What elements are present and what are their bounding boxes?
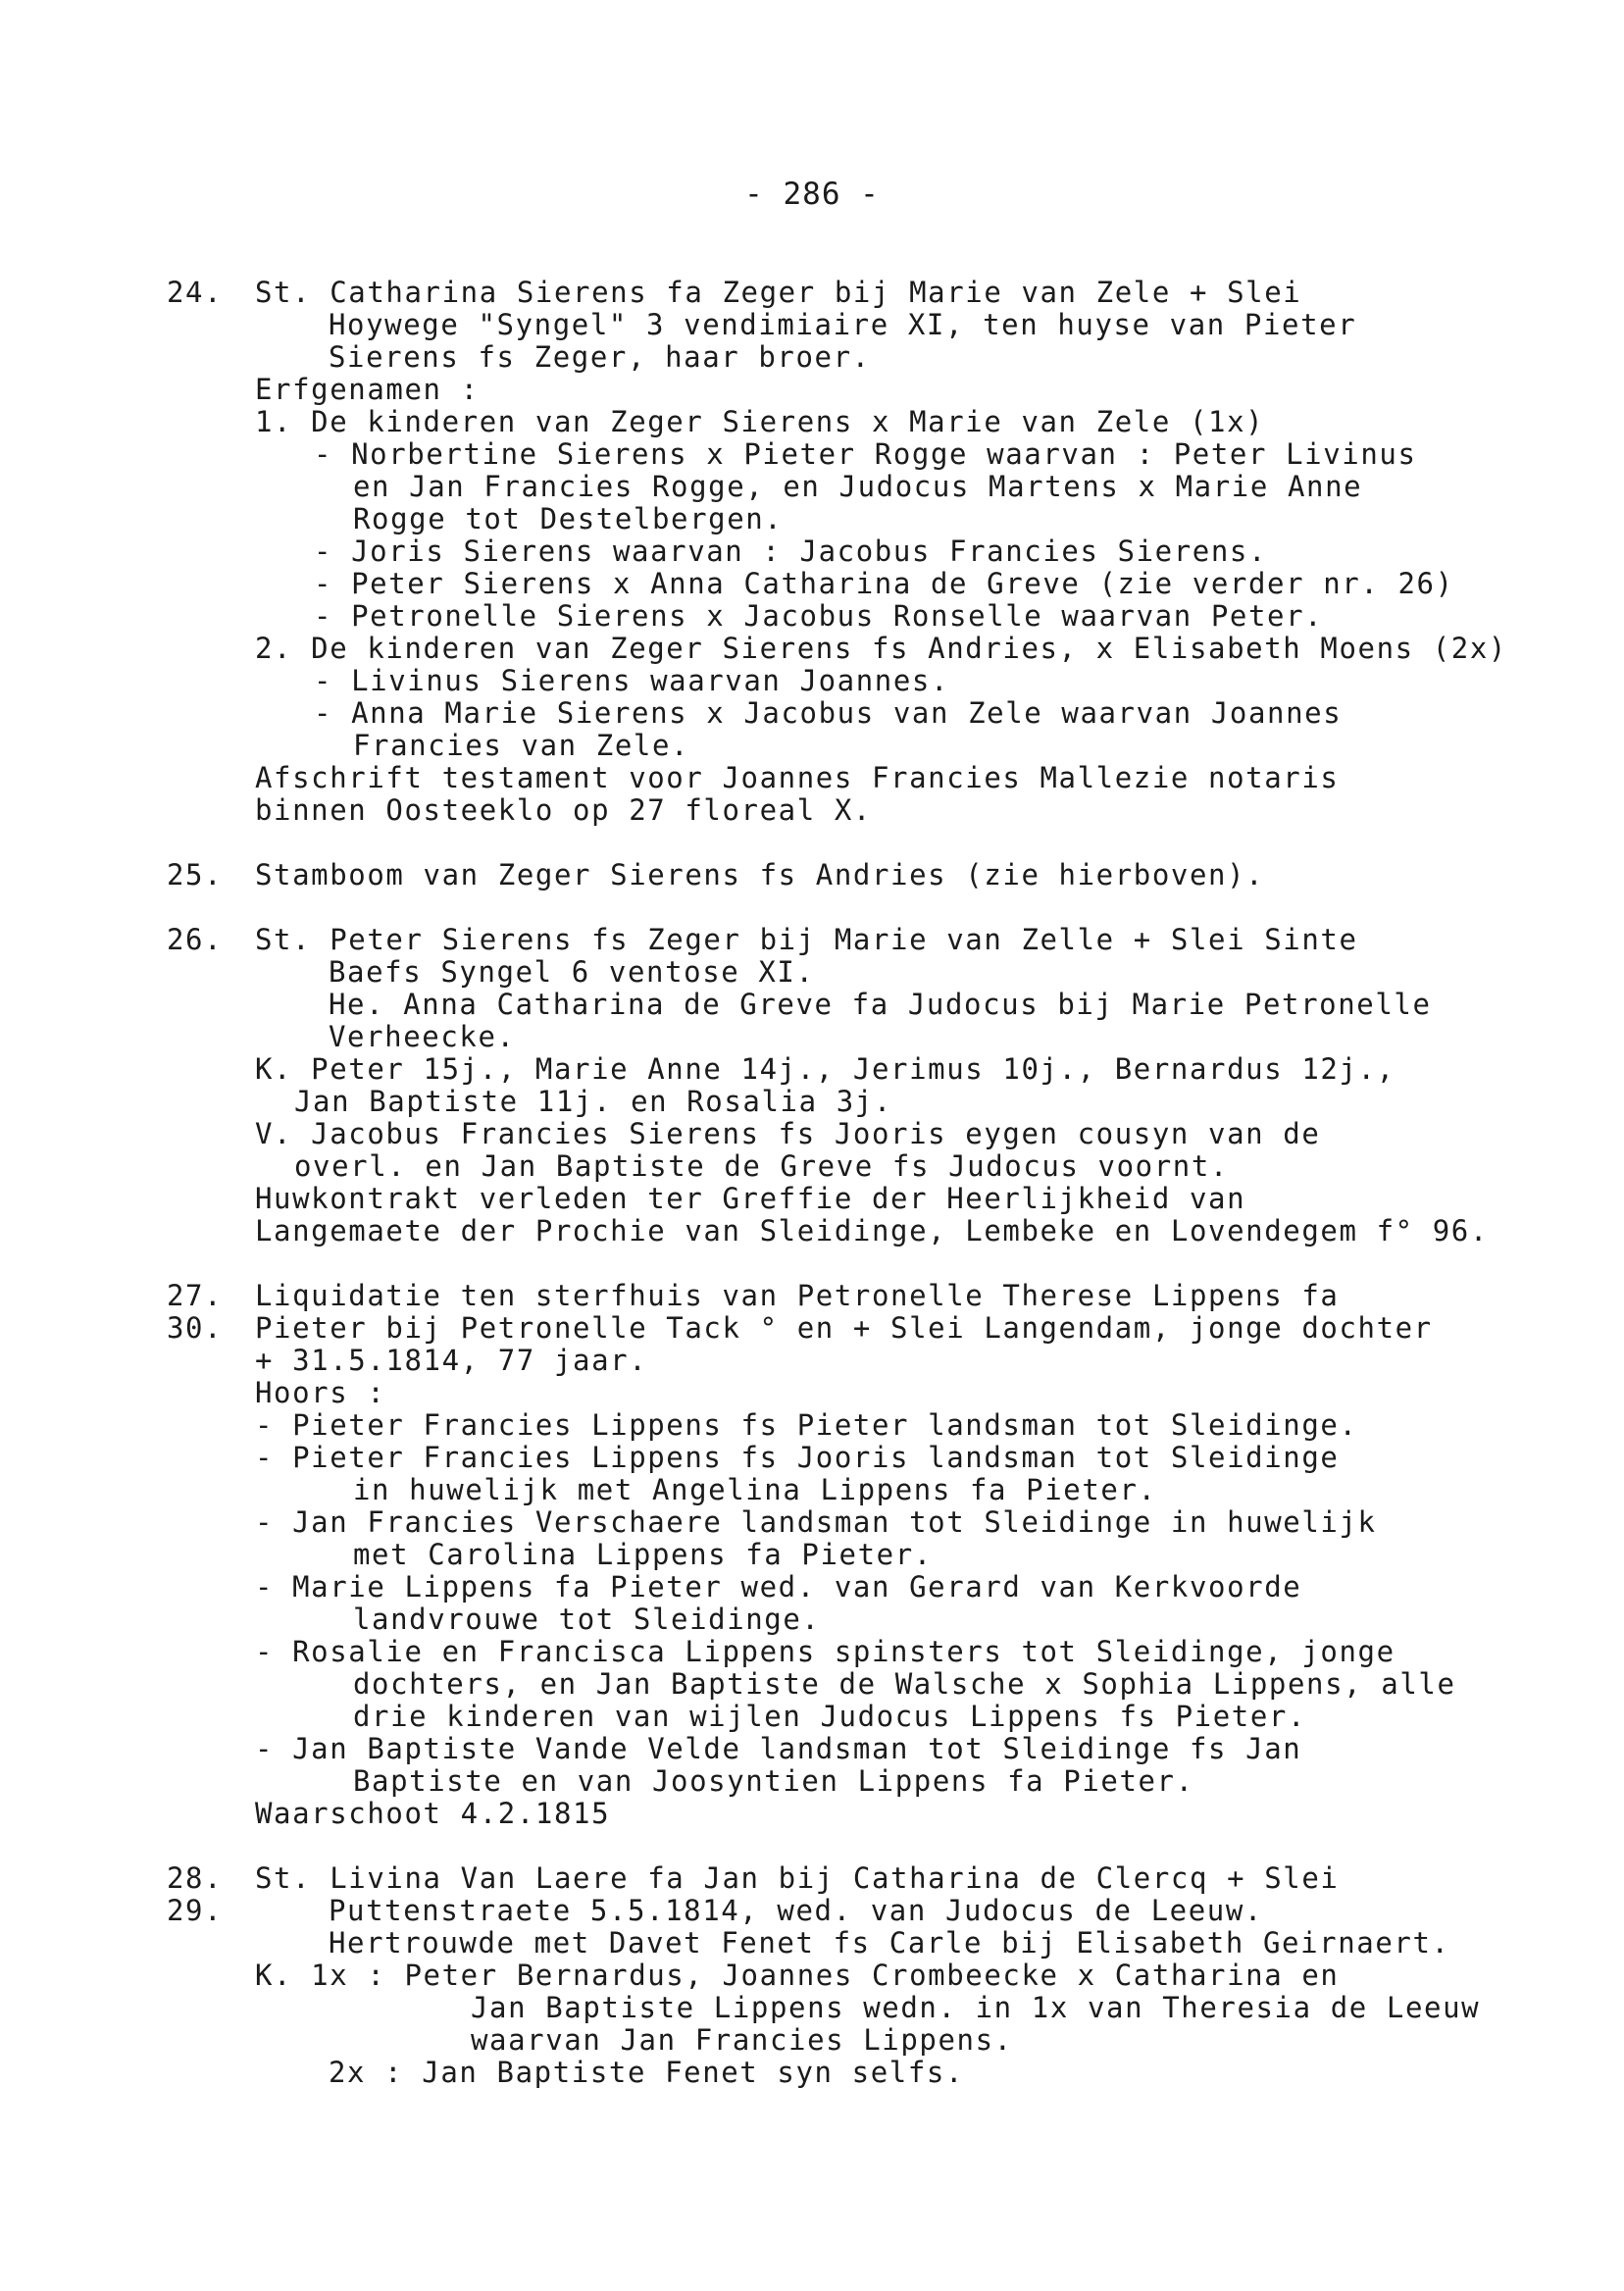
text-line: Sierens fs Zeger, haar broer.: [329, 340, 871, 374]
entry-number: 25.: [167, 858, 224, 891]
entry-number: 29.: [167, 1894, 224, 1927]
text-line: - Marie Lippens fa Pieter wed. van Gerard van Kerkvoorde: [255, 1570, 1302, 1604]
entry-gap: [167, 891, 1589, 924]
text-line: drie kinderen van wijlen Judocus Lippens fs Pieter.: [353, 1700, 1307, 1733]
text-line: Verheecke.: [329, 1020, 516, 1053]
text-line: - Pieter Francies Lippens fs Pieter landsman tot Sleidinge.: [255, 1408, 1358, 1442]
text-line: overl. en Jan Baptiste de Greve fs Judocus voornt.: [294, 1149, 1229, 1183]
text-line: Jan Baptiste Lippens wedn. in 1x van Theresia de Leeuw: [471, 1991, 1481, 2024]
text-line: Jan Baptiste 11j. en Rosalia 3j.: [294, 1085, 892, 1118]
document-entry: [167, 924, 1589, 1247]
text-line: - Jan Baptiste Vande Velde landsman tot Sleidinge fs Jan: [255, 1732, 1302, 1765]
text-line: St. Peter Sierens fs Zeger bij Marie van Zelle + Slei Sinte: [255, 923, 1358, 956]
text-line: Afschrift testament voor Joannes Francies Mallezie notaris: [255, 761, 1340, 794]
entry-number: 27.: [167, 1279, 224, 1312]
text-line: Baefs Syngel 6 ventose XI.: [329, 955, 815, 989]
entry-gap: [167, 1247, 1589, 1280]
document-body: [167, 277, 1589, 2089]
text-line: 2. De kinderen van Zeger Sierens fs Andries, x Elisabeth Moens (2x): [255, 632, 1507, 665]
text-line: landvrouwe tot Sleidinge.: [353, 1603, 821, 1636]
text-line: Francies van Zele.: [353, 729, 690, 762]
text-line: - Joris Sierens waarvan : Jacobus Francies Sierens.: [314, 535, 1268, 568]
document-entry: [167, 1862, 1589, 2089]
document-entry: [167, 277, 1589, 827]
text-line: - Pieter Francies Lippens fs Jooris landsman tot Sleidinge: [255, 1441, 1340, 1474]
text-line: K. Peter 15j., Marie Anne 14j., Jerimus 10j., Bernardus 12j.,: [255, 1052, 1396, 1086]
text-line: - Rosalie en Francisca Lippens spinsters tot Sleidinge, jonge: [255, 1635, 1396, 1668]
text-line: - Anna Marie Sierens x Jacobus van Zele waarvan Joannes: [314, 696, 1343, 730]
text-line: Stamboom van Zeger Sierens fs Andries (zie hierboven).: [255, 858, 1265, 891]
text-line: Liquidatie ten sterfhuis van Petronelle Therese Lippens fa: [255, 1279, 1340, 1312]
text-line: Hertrouwde met Davet Fenet fs Carle bij Elisabeth Geirnaert.: [329, 1926, 1450, 1960]
text-line: Puttenstraete 5.5.1814, wed. van Judocus de Leeuw.: [329, 1894, 1263, 1927]
text-line: Langemaete der Prochie van Sleidinge, Lembeke en Lovendegem f° 96.: [255, 1214, 1489, 1247]
text-line: - Livinus Sierens waarvan Joannes.: [314, 664, 950, 697]
text-line: - Norbertine Sierens x Pieter Rogge waarvan : Peter Livinus: [314, 437, 1417, 471]
text-line: 2x : Jan Baptiste Fenet syn selfs.: [329, 2056, 965, 2089]
text-line: Waarschoot 4.2.1815: [255, 1797, 611, 1830]
text-line: He. Anna Catharina de Greve fa Judocus bij Marie Petronelle: [329, 988, 1432, 1021]
entry-number: 26.: [167, 923, 224, 956]
text-line: Rogge tot Destelbergen.: [353, 502, 784, 535]
text-line: Huwkontrakt verleden ter Greffie der Heerlijkheid van: [255, 1182, 1246, 1215]
text-line: 1. De kinderen van Zeger Sierens x Marie van Zele (1x): [255, 405, 1265, 438]
text-line: waarvan Jan Francies Lippens.: [471, 2023, 1013, 2057]
text-line: binnen Oosteeklo op 27 floreal X.: [255, 793, 872, 827]
page-number: - 286 -: [744, 177, 880, 212]
text-line: Hoors :: [255, 1376, 386, 1409]
text-line: St. Catharina Sierens fa Zeger bij Marie van Zele + Slei: [255, 276, 1302, 309]
entry-gap: [167, 827, 1589, 859]
text-line: Baptiste en van Joosyntien Lippens fa Pieter.: [353, 1764, 1194, 1798]
document-entry: [167, 859, 1589, 891]
text-line: Hoywege "Syngel" 3 vendimiaire XI, ten huyse van Pieter: [329, 308, 1357, 341]
entry-gap: [167, 1830, 1589, 1862]
document-entry: [167, 1280, 1589, 1830]
text-line: K. 1x : Peter Bernardus, Joannes Crombeecke x Catharina en: [255, 1959, 1340, 1992]
entry-number: 30.: [167, 1311, 224, 1345]
text-line: met Carolina Lippens fa Pieter.: [353, 1538, 933, 1571]
text-line: in huwelijk met Angelina Lippens fa Pieter.: [353, 1473, 1157, 1506]
text-line: + 31.5.1814, 77 jaar.: [255, 1344, 648, 1377]
text-line: St. Livina Van Laere fa Jan bij Catharina de Clercq + Slei: [255, 1861, 1340, 1895]
text-line: Erfgenamen :: [255, 373, 480, 406]
entry-number: 24.: [167, 276, 224, 309]
text-line: en Jan Francies Rogge, en Judocus Martens x Marie Anne: [353, 470, 1363, 503]
text-line: dochters, en Jan Baptiste de Walsche x Sophia Lippens, alle: [353, 1667, 1456, 1701]
text-line: Pieter bij Petronelle Tack ° en + Slei Langendam, jonge dochter: [255, 1311, 1433, 1345]
text-line: V. Jacobus Francies Sierens fs Jooris eygen cousyn van de: [255, 1117, 1321, 1150]
text-line: - Peter Sierens x Anna Catharina de Greve (zie verder nr. 26): [314, 567, 1454, 600]
text-line: - Jan Francies Verschaere landsman tot Sleidinge in huwelijk: [255, 1505, 1377, 1539]
entry-number: 28.: [167, 1861, 224, 1895]
text-line: - Petronelle Sierens x Jacobus Ronselle waarvan Peter.: [314, 599, 1324, 633]
